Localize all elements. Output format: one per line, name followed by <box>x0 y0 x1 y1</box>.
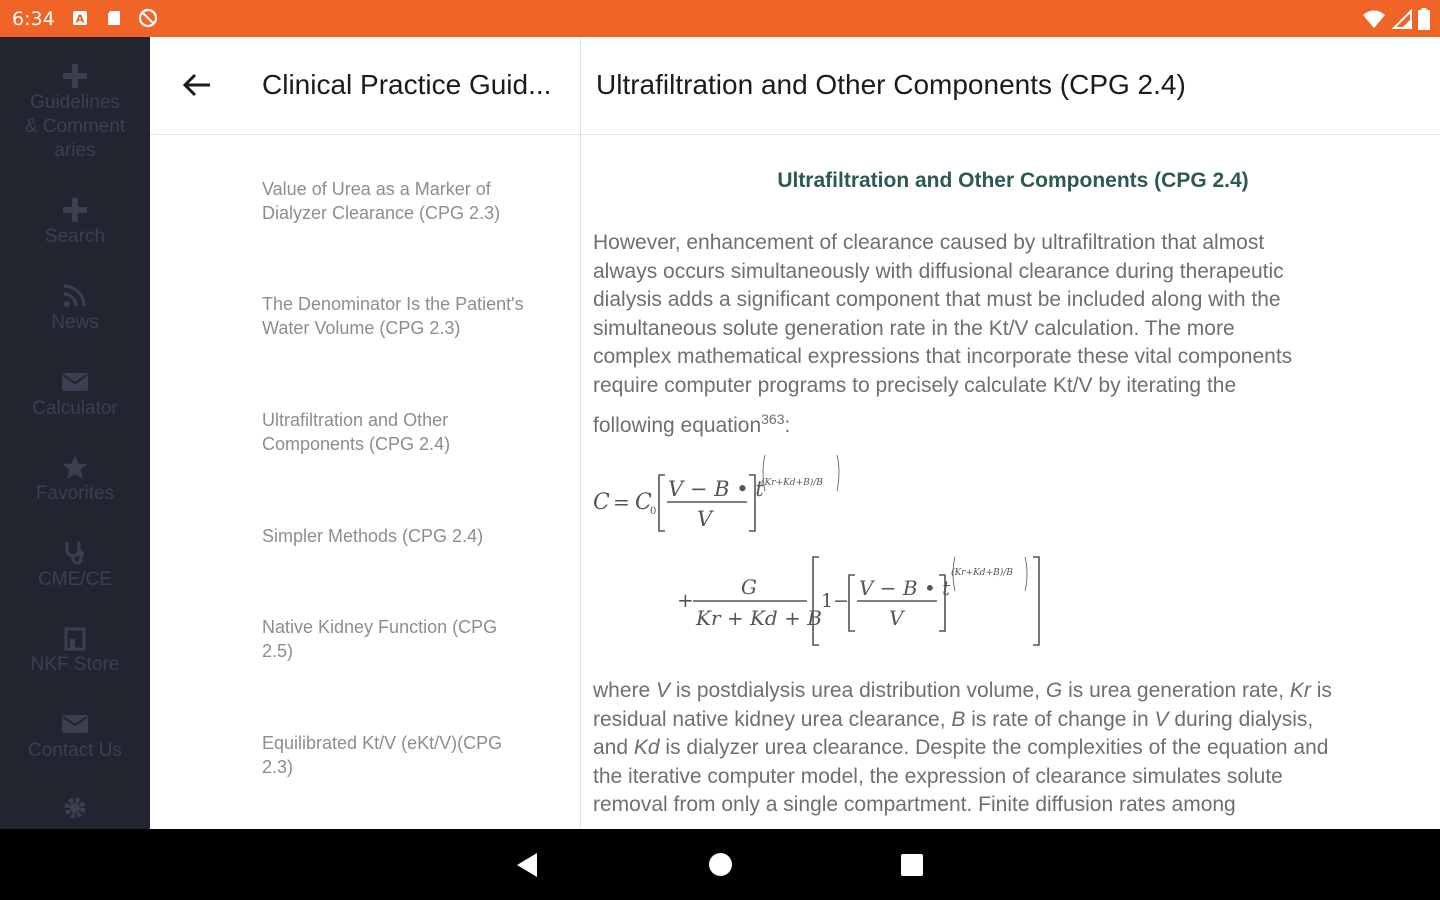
variable-name: V <box>656 679 671 702</box>
list-item[interactable]: Ultrafiltration and Other Components (CPG 2.4) <box>262 410 451 454</box>
recents-square-icon[interactable] <box>900 853 924 877</box>
svg-text:Kr + Kd + B: Kr + Kd + B <box>696 606 822 630</box>
rail-item-favorites[interactable]: Favorites <box>0 454 150 506</box>
paragraph-line: residual native kidney urea clearance, B is rate of change in V during dialysis, <box>593 707 1314 731</box>
rail-item-contact-us[interactable]: Contact Us <box>0 711 150 763</box>
svg-text:G: G <box>741 575 757 599</box>
app-header <box>150 37 1440 135</box>
svg-text:V: V <box>697 507 713 531</box>
svg-text:V − B • t: V − B • t <box>668 477 764 501</box>
rail-item-search[interactable]: Search <box>0 197 150 249</box>
store-icon <box>61 625 89 651</box>
signal-icon <box>1392 9 1412 29</box>
rail-item-cme-ce[interactable]: CME/CE <box>0 540 150 592</box>
header-divider <box>580 37 581 134</box>
star-icon <box>61 454 89 480</box>
rail-item-news[interactable]: News <box>0 283 150 335</box>
plus-icon <box>61 197 89 223</box>
column-divider <box>580 135 581 829</box>
rail-item-guidelines[interactable]: Guidelines & Comment aries <box>0 63 150 163</box>
variable-name: B <box>951 707 966 731</box>
status-time: 6:34 <box>12 8 55 30</box>
variable-name: V <box>1154 707 1169 731</box>
svg-text:V: V <box>889 606 904 630</box>
rail-item-settings[interactable] <box>0 795 150 823</box>
gear-icon <box>61 795 89 821</box>
citation-ref[interactable]: 363 <box>761 410 785 427</box>
list-item[interactable]: Simpler Methods (CPG 2.4) <box>262 526 484 546</box>
paragraph-line: and Kd is dialyzer urea clearance. Despite the complexities of the equation and <box>593 736 1329 760</box>
paragraph-line: removal from only a single compartment. Finite diffusion rates among <box>593 793 1236 817</box>
mail-icon <box>61 711 89 737</box>
home-circle-icon[interactable] <box>708 852 733 877</box>
svg-text:V − B • t: V − B • t <box>859 576 951 600</box>
nav-rail <box>0 37 150 829</box>
article-heading: Ultrafiltration and Other Components (CPG 2.4) <box>777 169 1249 192</box>
sd-card-icon <box>106 10 122 26</box>
a-box-icon <box>72 10 88 26</box>
svg-text:C: C <box>635 490 652 515</box>
system-nav-bar <box>0 829 1440 900</box>
article-paragraph <box>593 677 1433 820</box>
plus-icon <box>61 63 89 89</box>
list-item[interactable]: Equilibrated Kt/V (eKt/V)(CPG 2.3) <box>262 733 503 777</box>
article-paragraph: However, enhancement of clearance caused by ultrafiltration that almost always occurs simultaneously with diffusional clearance during therapeutic dialysis adds a significant component that must be included along with the simultaneous solute generation rate in the Kt/V calculation. The more complex mathematical expressions that incorporate these vital components require computer programs to precisely calculate Kt/V by iterating the following equation$^{363}$: <box>593 231 1293 437</box>
rail-item-calculator[interactable]: Calculator <box>0 369 150 421</box>
svg-text:=: = <box>613 490 630 514</box>
wifi-icon <box>1362 9 1386 29</box>
list-item[interactable]: The Denominator Is the Patient's Water Volume (CPG 2.3) <box>262 294 524 338</box>
arrow-left-icon[interactable] <box>180 69 214 101</box>
variable-name: G <box>1045 679 1063 702</box>
paragraph-line: where V is postdialysis urea distribution volume, G is urea generation rate, Kr is <box>593 679 1332 702</box>
mail-icon <box>61 369 89 395</box>
battery-icon <box>1418 8 1430 30</box>
no-sync-icon <box>138 8 158 28</box>
rss-icon <box>61 283 89 309</box>
page-title: Ultrafiltration and Other Components (CPG 2.4) <box>596 69 1186 100</box>
svg-text:1−: 1− <box>821 590 850 612</box>
section-title: Clinical Practice Guid... <box>262 69 552 100</box>
variable-name: Kd <box>633 736 660 760</box>
svg-text:0: 0 <box>650 506 657 517</box>
svg-text:+: + <box>677 588 694 612</box>
svg-text:(Kr+Kd+B)/B: (Kr+Kd+B)/B <box>951 568 1013 578</box>
svg-text:(Kr+Kd+B)/B: (Kr+Kd+B)/B <box>761 478 823 488</box>
svg-text:A: A <box>75 12 85 26</box>
list-item[interactable]: Native Kidney Function (CPG 2.5) <box>262 617 498 661</box>
svg-text:C: C <box>593 490 610 515</box>
kt-v-equation <box>593 447 1073 647</box>
topic-list <box>150 135 580 829</box>
list-item[interactable]: Value of Urea as a Marker of Dialyzer Clearance (CPG 2.3) <box>262 179 501 223</box>
back-triangle-icon[interactable] <box>515 852 539 878</box>
stethoscope-icon <box>61 540 89 566</box>
paragraph-line: the iterative computer model, the expression of clearance simulates solute <box>593 764 1283 788</box>
variable-name: Kr <box>1289 679 1311 702</box>
rail-item-nkf-store[interactable]: NKF Store <box>0 625 150 677</box>
article-content <box>593 135 1433 829</box>
status-bar <box>0 0 1440 37</box>
